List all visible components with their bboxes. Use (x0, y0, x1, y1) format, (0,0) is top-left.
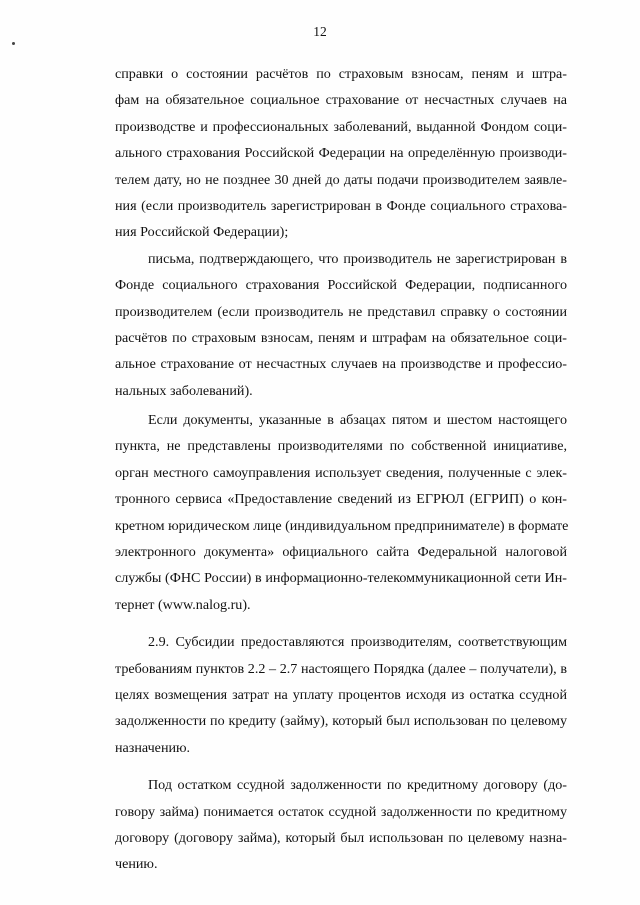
text-line: фам на обязательное социальное страхование от несчастных случаев на (115, 92, 567, 109)
text-line: Фонде социального страхования Российской Федерации, подписанного (115, 277, 567, 294)
text-line: кретном юридическом лице (индивидуальном предпринимателе) в формате (115, 517, 569, 534)
paragraph-gap (115, 761, 567, 772)
text-line: производителем (если производитель не представил справку о состоянии (115, 303, 567, 320)
text-line: пункта, не представлены производителями по собственной инициативе, (115, 438, 567, 455)
paragraph-1 (115, 61, 567, 246)
document-body (115, 61, 567, 878)
text-line: ния (если производитель зарегистрирован в Фонде социального страхова- (115, 197, 567, 214)
text-line: назначению. (115, 739, 191, 756)
text-line: альное страхование от несчастных случаев на производстве и профессио- (115, 356, 567, 373)
text-line: письма, подтверждающего, что производитель не зарегистрирован в (148, 250, 567, 267)
text-line: нальных заболеваний). (115, 382, 253, 399)
text-line: тернет (www.nalog.ru). (115, 596, 251, 613)
text-line: ния Российской Федерации); (115, 224, 289, 241)
text-line: производстве и профессиональных заболеваний, выданной Фондом соци- (115, 118, 567, 135)
text-line: чению. (115, 856, 158, 873)
scan-speck (12, 42, 15, 45)
text-line: целях возмещения затрат на уплату процентов исходя из остатка ссудной (115, 686, 567, 703)
text-line: говору займа) понимается остаток ссудной задолженности по кредитному (115, 803, 567, 820)
text-line: Если документы, указанные в абзацах пятом и шестом настоящего (148, 412, 567, 429)
text-line: договору (договору займа), который был использован по целевому назна- (115, 829, 567, 846)
page-number: 12 (313, 24, 327, 39)
text-line: службы (ФНС России) в информационно-телекоммуникационной сети Ин- (115, 570, 567, 587)
text-line: 2.9. Субсидии предоставляются производителям, соответствующим (148, 634, 567, 651)
text-line: телем дату, но не позднее 30 дней до даты подачи производителем заявле- (115, 171, 567, 188)
text-line: расчётов по страховым взносам, пеням и штрафам на обязательное соци- (115, 329, 567, 346)
text-line: задолженности по кредиту (займу), который был использован по целевому (115, 713, 567, 730)
text-line: требованиям пунктов 2.2 – 2.7 настоящего Порядка (далее – получатели), в (115, 660, 567, 677)
text-line: справки о состоянии расчётов по страховым взносам, пеням и штра- (115, 66, 567, 82)
text-line: Под остатком ссудной задолженности по кредитному договору (до- (148, 777, 567, 794)
paragraph-4 (115, 629, 567, 761)
paragraph-3 (115, 407, 567, 618)
paragraph-gap (115, 618, 567, 629)
paragraph-5 (115, 772, 567, 878)
text-line: тронного сервиса «Предоставление сведений из ЕГРЮЛ (ЕГРИП) о кон- (115, 491, 567, 508)
text-line: ального страхования Российской Федерации на определённую производи- (115, 145, 567, 162)
paragraph-2 (115, 246, 567, 404)
text-line: электронного документа» официального сайта Федеральной налоговой (115, 544, 567, 561)
text-line: орган местного самоуправления использует сведения, полученные с элек- (115, 464, 567, 481)
